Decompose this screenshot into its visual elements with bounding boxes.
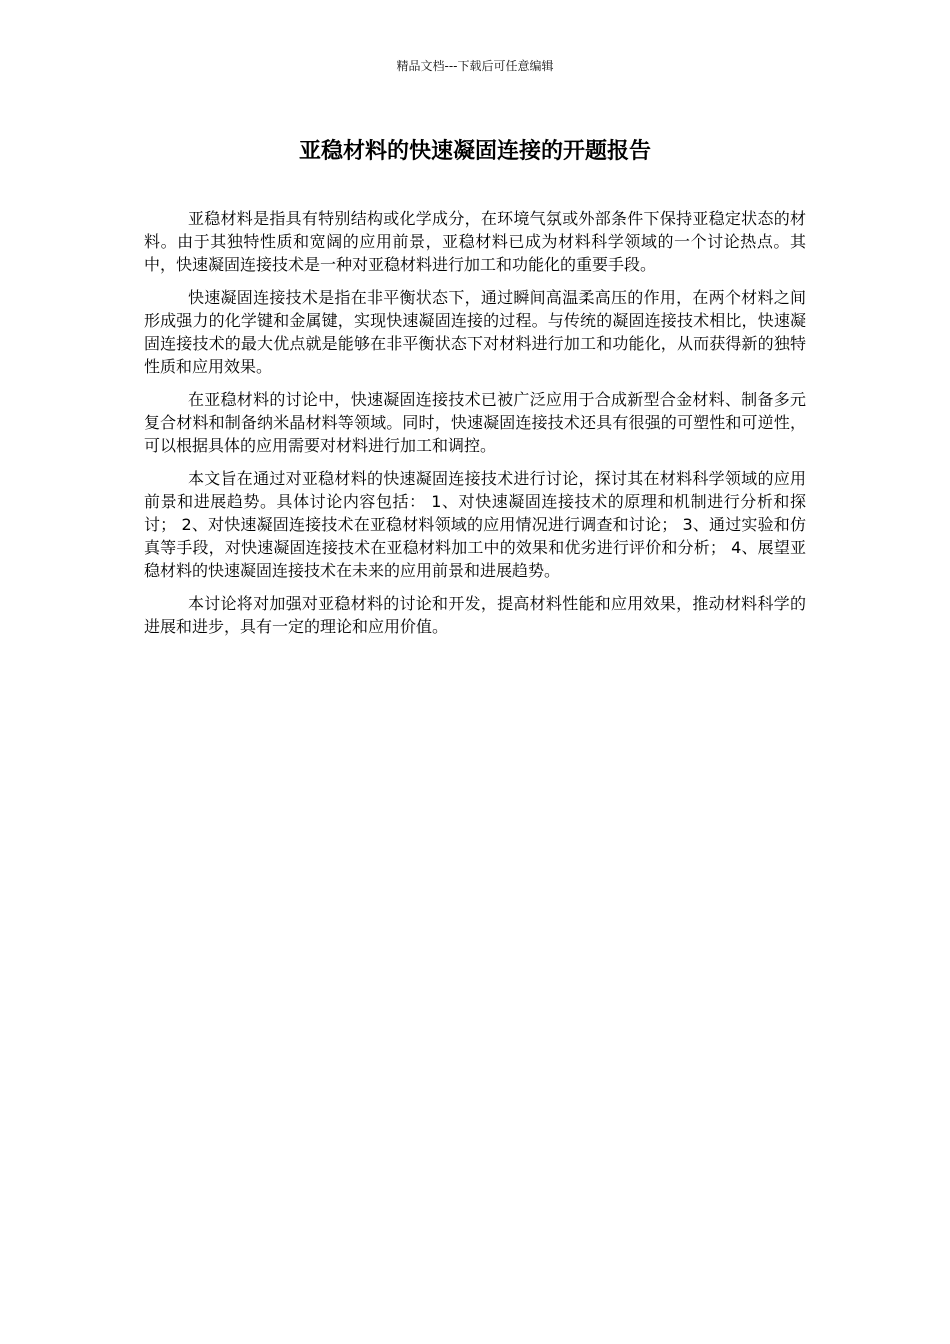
body-paragraph: 本文旨在通过对亚稳材料的快速凝固连接技术进行讨论，探讨其在材料科学领域的应用前景和进展趋势。具体讨论内容包括： 1、对快速凝固连接技术的原理和机制进行分析和探讨； 2、对快速凝固连接技术在亚稳材料领域的应用情况进行调查和讨论； 3、通过实验和仿真等手段，对快速凝固连接技术在亚稳材料加工中的效果和优劣进行评价和分析； 4、展望亚稳材料的快速凝固连接技术在未来的应用前景和进展趋势。: [144, 469, 806, 580]
body-paragraph: 在亚稳材料的讨论中，快速凝固连接技术已被广泛应用于合成新型合金材料、制备多元复合材料和制备纳米晶材料等领域。同时，快速凝固连接技术还具有很强的可塑性和可逆性，可以根据具体的应用需要对材料进行加工和调控。: [144, 390, 806, 455]
document-title: 亚稳材料的快速凝固连接的开题报告: [298, 139, 651, 164]
body-paragraph: 亚稳材料是指具有特别结构或化学成分，在环境气氛或外部条件下保持亚稳定状态的材料。由于其独特性质和宽阔的应用前景，亚稳材料已成为材料科学领域的一个讨论热点。其中，快速凝固连接技术是一种对亚稳材料进行加工和功能化的重要手段。: [144, 209, 806, 274]
document-body: [144, 207, 806, 648]
body-paragraph: 本讨论将对加强对亚稳材料的讨论和开发，提高材料性能和应用效果，推动材料科学的进展和进步，具有一定的理论和应用价值。: [144, 594, 806, 636]
page-header: 精品文档---下载后可任意编辑: [396, 59, 554, 73]
body-paragraph: 快速凝固连接技术是指在非平衡状态下，通过瞬间高温柔高压的作用，在两个材料之间形成强力的化学键和金属键，实现快速凝固连接的过程。与传统的凝固连接技术相比，快速凝固连接技术的最大优点就是能够在非平衡状态下对材料进行加工和功能化，从而获得新的独特性质和应用效果。: [144, 288, 806, 376]
